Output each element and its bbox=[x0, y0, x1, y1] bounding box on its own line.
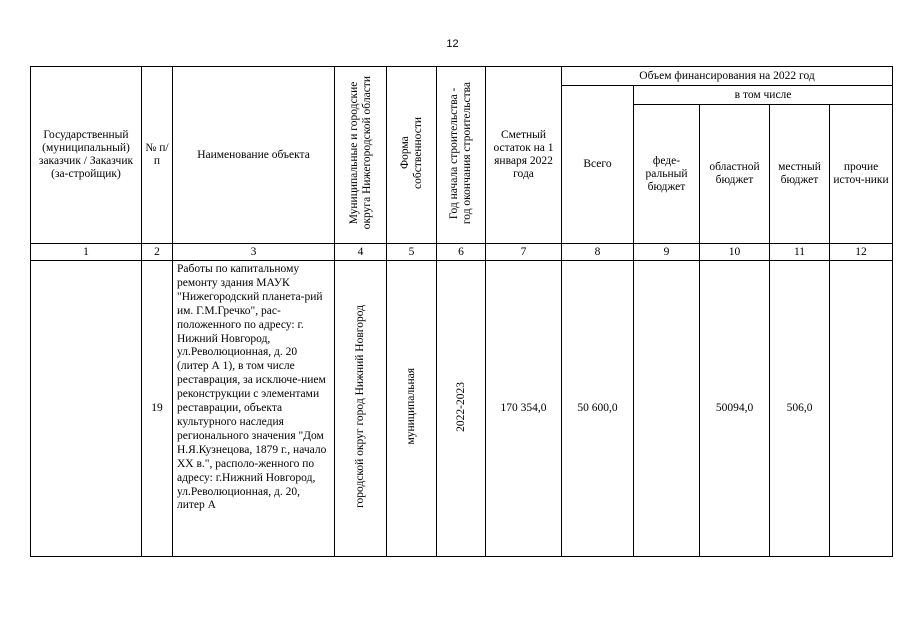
cell-municipality: городской округ город Нижний Новгород bbox=[335, 261, 387, 557]
column-number: 6 bbox=[437, 244, 486, 261]
header-customer: Государственный (муниципальный) заказчик / Заказчик (за-стройщик) bbox=[31, 67, 142, 244]
cell-years: 2022-2023 bbox=[437, 261, 486, 557]
header-years: Год начала строительства - год окончания строительства bbox=[437, 67, 486, 244]
page-number: 12 bbox=[446, 38, 459, 50]
cell-local: 506,0 bbox=[770, 261, 830, 557]
cell-customer bbox=[31, 261, 142, 557]
column-number: 11 bbox=[770, 244, 830, 261]
header-object-name: Наименование объекта bbox=[173, 67, 335, 244]
header-other: прочие источ-ники bbox=[830, 105, 893, 244]
column-number: 8 bbox=[562, 244, 634, 261]
cell-number: 19 bbox=[142, 261, 173, 557]
column-number: 1 bbox=[31, 244, 142, 261]
cell-federal bbox=[634, 261, 700, 557]
cell-balance: 170 354,0 bbox=[486, 261, 562, 557]
column-number: 2 bbox=[142, 244, 173, 261]
cell-ownership: муниципальная bbox=[387, 261, 437, 557]
header-ownership: Форма собственности bbox=[387, 67, 437, 244]
column-number: 10 bbox=[700, 244, 770, 261]
column-number: 5 bbox=[387, 244, 437, 261]
cell-other bbox=[830, 261, 893, 557]
cell-total: 50 600,0 bbox=[562, 261, 634, 557]
header-local: местный бюджет bbox=[770, 105, 830, 244]
table-row bbox=[31, 261, 893, 557]
column-number: 4 bbox=[335, 244, 387, 261]
header-total: Всего bbox=[562, 86, 634, 244]
header-balance: Сметный остаток на 1 января 2022 года bbox=[486, 67, 562, 244]
financing-table bbox=[30, 66, 893, 557]
header-regional: областной бюджет bbox=[700, 105, 770, 244]
column-number: 7 bbox=[486, 244, 562, 261]
header-including: в том числе bbox=[634, 86, 893, 105]
column-number: 3 bbox=[173, 244, 335, 261]
cell-object-name: Работы по капитальному ремонту здания МАУК "Нижегородский планета-рий им. Г.М.Гречко", рас-положенного по адресу: г. Нижний Новгород, ул.Революционная, д. 20 (литер А 1), в том числе реставрация, за исключе-нием реконструкции с элементами реставрации, объекта культурного наследия регионального значения "Дом Н.Я.Кузнецова, 1879 г., начало XX в.", располо-женного по адресу: г.Нижний Новгород, ул.Революционная, д. 20, литер А bbox=[173, 261, 335, 557]
cell-regional: 50094,0 bbox=[700, 261, 770, 557]
header-number: № п/п bbox=[142, 67, 173, 244]
header-municipality: Муниципальные и городские округа Нижегородской области bbox=[335, 67, 387, 244]
header-federal: феде-ральный бюджет bbox=[634, 105, 700, 244]
header-financing: Объем финансирования на 2022 год bbox=[562, 67, 893, 86]
column-number-row bbox=[31, 244, 893, 261]
column-number: 12 bbox=[830, 244, 893, 261]
column-number: 9 bbox=[634, 244, 700, 261]
